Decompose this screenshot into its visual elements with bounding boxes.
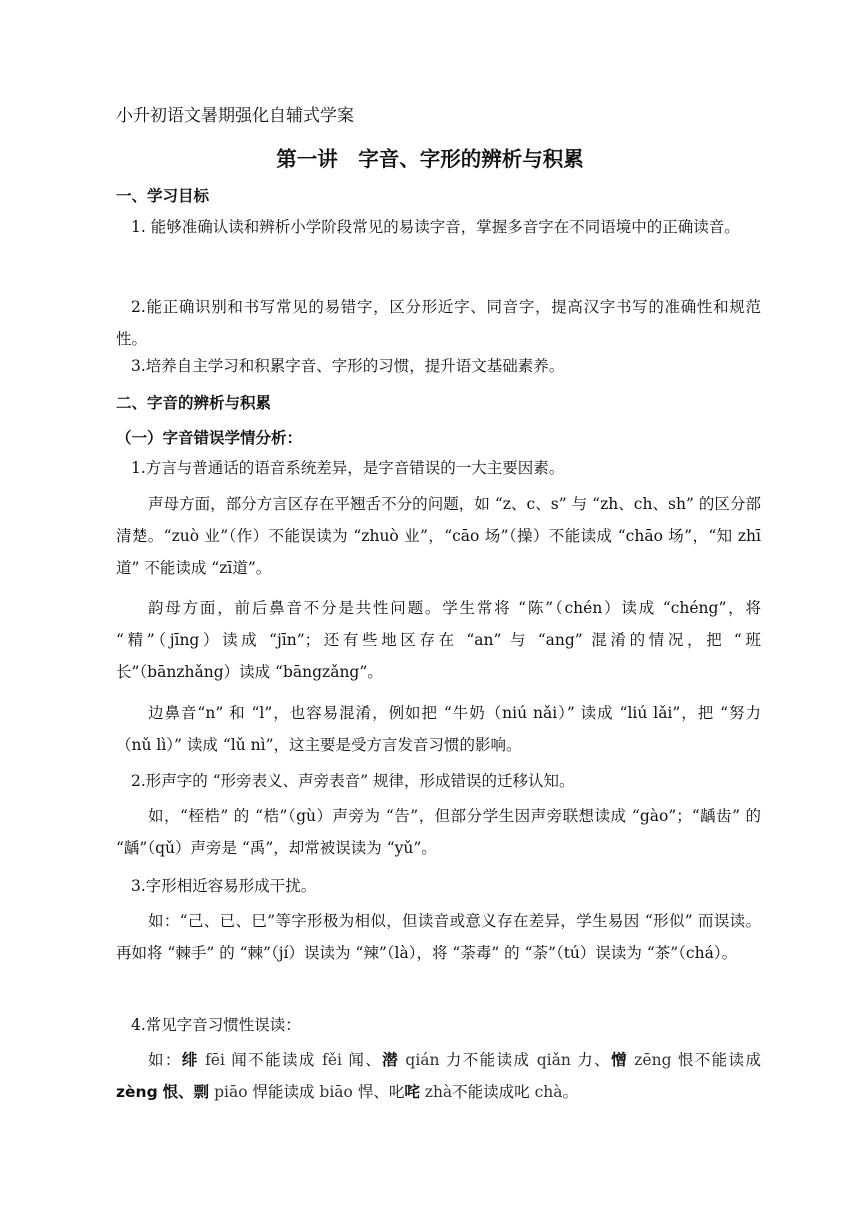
text-1c: 闻、 bbox=[348, 1051, 383, 1069]
goal-3: 3.培养自主学习和积累字音、字形的习惯，提升语文基础素养。 bbox=[131, 357, 565, 375]
section-heading-pronunciation: 二、字音的辨析与积累 bbox=[116, 394, 272, 412]
paragraph-10 bbox=[116, 1044, 761, 1108]
pinyin-4b: biāo bbox=[319, 1083, 353, 1101]
p10-lead: 如： bbox=[148, 1051, 182, 1069]
pinyin-5b: chà bbox=[534, 1083, 563, 1101]
subsection-heading: （一）字音错误学情分析： bbox=[116, 429, 303, 447]
text-4a: 悍能读成 bbox=[252, 1083, 315, 1101]
goal-1: 1. 能够准确认读和辨析小学阶段常见的易读字音，掌握多音字在不同语境中的正确读音。 bbox=[131, 218, 740, 236]
section-heading-goals: 一、学习目标 bbox=[116, 187, 210, 205]
word-1: 绯 bbox=[181, 1051, 199, 1069]
word-4: 剽 bbox=[193, 1083, 210, 1101]
paragraph-6: 如，“桎梏” 的 “梏”（gù）声旁为 “告”，但部分学生因声旁联想读成 “gào”；“龋齿” 的 “龋”（qǔ）声旁是 “禹”，却常被误读为 “yǔ”。 bbox=[116, 807, 761, 857]
pinyin-3: zēng bbox=[634, 1051, 672, 1069]
text-5a: 不能读成叱 bbox=[452, 1083, 530, 1101]
pinyin-4: piāo bbox=[214, 1083, 248, 1101]
paragraph-4: 边鼻音“n” 和 “l”，也容易混淆，例如把 “牛奶（niú nǎi）” 读成 “liú lǎi”，把 “努力（nǔ lì）” 读成 “lǔ nì”，这主要是受方言发音习惯的影响。 bbox=[116, 704, 761, 754]
pinyin-5: zhà bbox=[424, 1083, 453, 1101]
text-2a: 力不能读成 bbox=[445, 1051, 531, 1069]
pinyin-2b: qiǎn bbox=[536, 1051, 571, 1069]
paragraph-8: 如：“己、已、巳”等字形极为相似，但读音或意义存在差异，学生易因 “形似” 而误读。再如将 “棘手” 的 “棘”（jí）误读为 “辣”（là），将 “荼毒” 的 “荼”（tú）误读为 “茶”（chá）。 bbox=[116, 912, 761, 962]
paragraph-9: 4.常见字音习惯性误读： bbox=[131, 1016, 301, 1034]
word-3: 憎 bbox=[611, 1051, 628, 1069]
text-1a: 闻不能读成 bbox=[231, 1051, 316, 1069]
word-2: 潜 bbox=[382, 1051, 400, 1069]
paragraph-7: 3.字形相近容易形成干扰。 bbox=[131, 877, 317, 895]
text-5c: 。 bbox=[562, 1083, 579, 1101]
pinyin-1b: fěi bbox=[322, 1051, 343, 1069]
paragraph-2: 声母方面，部分方言区存在平翘舌不分的问题，如 “z、c、s” 与 “zh、ch、sh” 的区分部清楚。“zuò 业”（作）不能误读为 “zhuò 业”，“cāo 场”（操）不能读成 “chāo 场”，“知 zhī道” 不能读成 “zī道”。 bbox=[116, 495, 761, 577]
document-header: 小升初语文暑期强化自辅式学案 bbox=[116, 106, 354, 126]
word-5: 咤 bbox=[404, 1083, 420, 1101]
text-3c: 恨、 bbox=[162, 1083, 194, 1101]
text-2c: 力、 bbox=[577, 1051, 611, 1069]
goal-2: 2.能正确识别和书写常见的易错字，区分形近字、同音字，提高汉字书写的准确性和规范性。 bbox=[116, 298, 761, 348]
text-4c: 悍、叱 bbox=[357, 1083, 405, 1101]
lesson-title: 第一讲 字音、字形的辨析与积累 bbox=[276, 147, 584, 171]
pinyin-2: qián bbox=[405, 1051, 440, 1069]
paragraph-3: 韵母方面，前后鼻音不分是共性问题。学生常将 “陈”（chén）读成 “chéng”，将 “精”（jīng）读成 “jīn”；还有些地区存在 “an” 与 “ang” 混淆的情况，把 “班长”（bānzhǎng）读成 “bāngzǎng”。 bbox=[116, 599, 761, 681]
pinyin-1: fēi bbox=[205, 1051, 225, 1069]
paragraph-5: 2.形声字的 “形旁表义、声旁表音” 规律，形成错误的迁移认知。 bbox=[131, 772, 575, 790]
paragraph-1: 1.方言与普通话的语音系统差异，是字音错误的一大主要因素。 bbox=[131, 459, 565, 477]
pinyin-3b: zèng bbox=[116, 1083, 158, 1101]
text-3a: 恨不能读成 bbox=[677, 1051, 761, 1069]
